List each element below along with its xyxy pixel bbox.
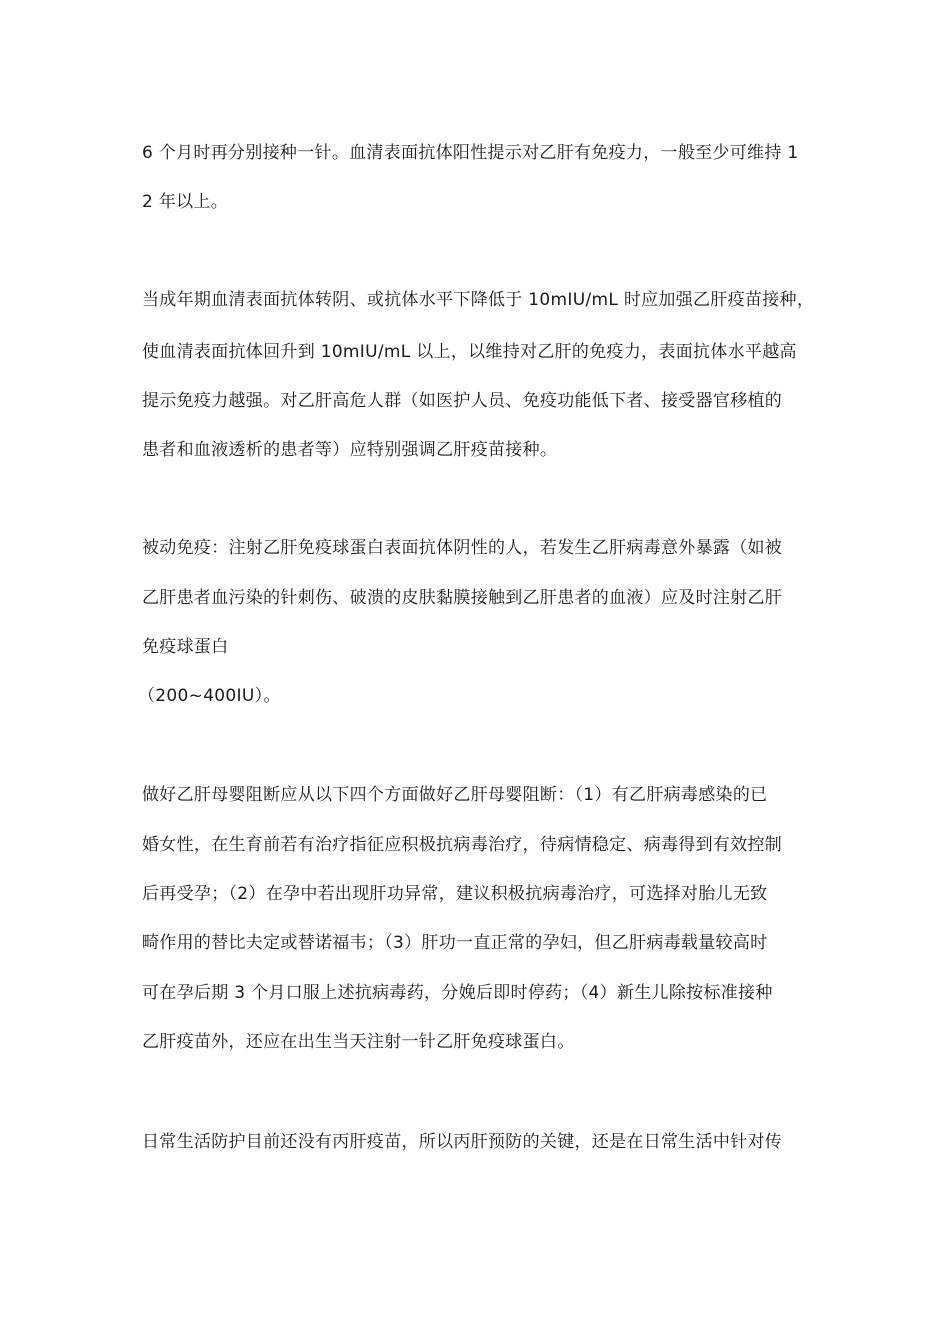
paragraph-4-line-4: 畸作用的替比夫定或替诺福韦；（3）肝功一直正常的孕妇，但乙肝病毒载量较高时: [142, 933, 768, 953]
paragraph-2-line-1: 当成年期血清表面抗体转阴、或抗体水平下降低于 10mIU/mL 时应加强乙肝疫苗接种，: [142, 290, 815, 310]
paragraph-4-line-1: 做好乙肝母婴阻断应从以下四个方面做好乙肝母婴阻断：（1）有乙肝病毒感染的已: [142, 785, 768, 805]
paragraph-1-line-2: 2 年以上。: [142, 192, 229, 212]
paragraph-3-line-3: 免疫球蛋白: [142, 637, 229, 657]
paragraph-4-line-6: 乙肝疫苗外，还应在出生当天注射一针乙肝免疫球蛋白。: [142, 1032, 575, 1052]
paragraph-2-line-2: 使血清表面抗体回升到 10mIU/mL 以上，以维持对乙肝的免疫力，表面抗体水平越高: [142, 342, 797, 362]
paragraph-4-line-2: 婚女性，在生育前若有治疗指征应积极抗病毒治疗，待病情稳定、病毒得到有效控制: [142, 835, 783, 855]
paragraph-3-line-1: 被动免疫：注射乙肝免疫球蛋白表面抗体阴性的人，若发生乙肝病毒意外暴露（如被: [142, 538, 783, 558]
paragraph-5-line-1: 日常生活防护目前还没有丙肝疫苗，所以丙肝预防的关键，还是在日常生活中针对传: [142, 1132, 783, 1152]
paragraph-4-line-3: 后再受孕；（2）在孕中若出现肝功异常，建议积极抗病毒治疗，可选择对胎儿无致: [142, 884, 768, 904]
paragraph-3-line-4: （200~400IU）。: [138, 686, 281, 706]
paragraph-2-line-4: 患者和血液透析的患者等）应特别强调乙肝疫苗接种。: [142, 440, 558, 460]
paragraph-1-line-1: 6 个月时再分别接种一针。血清表面抗体阳性提示对乙肝有免疫力，一般至少可维持 1: [142, 143, 799, 163]
paragraph-4-line-5: 可在孕后期 3 个月口服上述抗病毒药，分娩后即时停药；（4）新生儿除按标准接种: [142, 983, 773, 1003]
paragraph-2-line-3: 提示免疫力越强。对乙肝高危人群（如医护人员、免疫功能低下者、接受器官移植的: [142, 391, 783, 411]
paragraph-3-line-2: 乙肝患者血污染的针刺伤、破溃的皮肤黏膜接触到乙肝患者的血液）应及时注射乙肝: [142, 588, 783, 608]
